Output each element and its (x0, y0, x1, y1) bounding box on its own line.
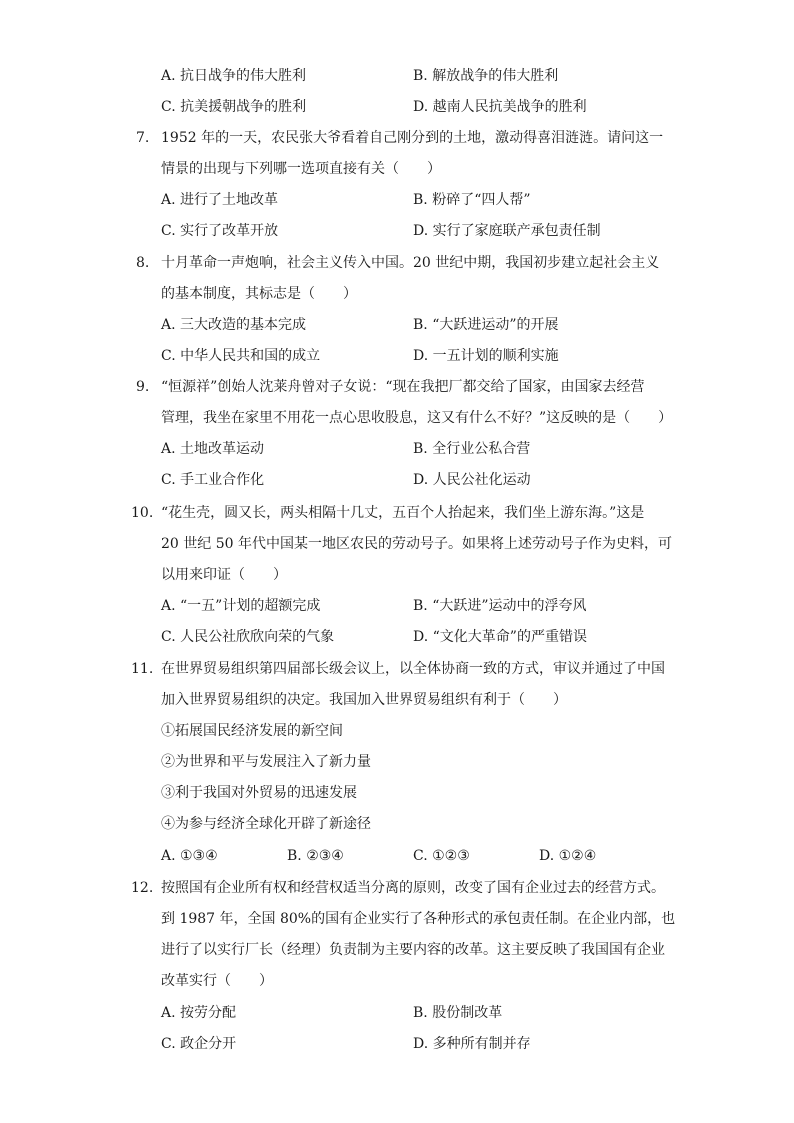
option-b: B. “大跃进运动”的开展 (413, 317, 559, 333)
option-a: A. 按劳分配 (161, 1005, 237, 1021)
option-c: C. ①②③ (413, 848, 470, 864)
question-text: 加入世界贸易组织的决定。我国加入世界贸易组织有利于（ ） (161, 692, 567, 708)
question-text: 20 世纪 50 年代中国某一地区农民的劳动号子。如果将上述劳动号子作为史料，可 (161, 536, 672, 552)
option-d: D. 多种所有制并存 (413, 1036, 531, 1052)
question-number: 10. (131, 505, 154, 521)
option-d: D. 实行了家庭联产承包责任制 (413, 223, 601, 239)
question-text: 管理，我坐在家里不用花一点心思收股息，这又有什么不好？”这反映的是（ ） (161, 410, 673, 426)
question-number: 8. (136, 255, 150, 271)
option-a: A. ①③④ (161, 848, 218, 864)
question-text: 十月革命一声炮响，社会主义传入中国。20 世纪中期，我国初步建立起社会主义 (161, 255, 660, 271)
option-c: C. 中华人民共和国的成立 (161, 348, 321, 364)
option-a: A. 土地改革运动 (161, 441, 265, 457)
question-text: 进行了以实行厂长（经理）负责制为主要内容的改革。这主要反映了我国国有企业 (161, 942, 665, 958)
statement-item: ②为世界和平与发展注入了新力量 (161, 754, 371, 770)
option-c: C. 政企分开 (161, 1036, 237, 1052)
question-text: 按照国有企业所有权和经营权适当分离的原则，改变了国有企业过去的经营方式。 (161, 880, 665, 896)
option-c: C. 手工业合作化 (161, 472, 265, 488)
question-text: 在世界贸易组织第四届部长级会议上，以全体协商一致的方式，审议并通过了中国 (161, 661, 665, 677)
question-number: 12. (131, 880, 154, 896)
question-number: 11. (131, 661, 154, 677)
option-a: A. 三大改造的基本完成 (161, 317, 307, 333)
option-b: B. 股份制改革 (413, 1005, 503, 1021)
statement-item: ①拓展国民经济发展的新空间 (161, 723, 343, 739)
option-c: C. 人民公社欣欣向荣的气象 (161, 629, 335, 645)
option-d: D. 一五计划的顺利实施 (413, 348, 559, 364)
option-b: B. 解放战争的伟大胜利 (413, 68, 559, 84)
option-b: B. ②③④ (287, 848, 344, 864)
option-b: B. 全行业公私合营 (413, 441, 531, 457)
question-text: 以用来印证（ ） (161, 567, 287, 583)
question-text: “花生壳，圆又长，两头相隔十几丈，五百个人抬起来，我们坐上游东海。”这是 (161, 505, 645, 521)
question-text: “恒源祥”创始人沈莱舟曾对子女说：“现在我把厂都交给了国家，由国家去经营 (161, 379, 645, 395)
question-text: 情景的出现与下列哪一选项直接有关（ ） (161, 161, 441, 177)
question-number: 9. (136, 379, 150, 395)
option-a: A. 抗日战争的伟大胜利 (161, 68, 307, 84)
question-number: 7. (136, 130, 150, 146)
statement-item: ④为参与经济全球化开辟了新途径 (161, 816, 371, 832)
option-c: C. 实行了改革开放 (161, 223, 279, 239)
option-d: D. “文化大革命”的严重错误 (413, 629, 587, 645)
statement-item: ③利于我国对外贸易的迅速发展 (161, 785, 357, 801)
question-text: 到 1987 年，全国 80%的国有企业实行了各种形式的承包责任制。在企业内部，也 (161, 911, 676, 927)
option-b: B. “大跃进”运动中的浮夸风 (413, 598, 587, 614)
option-d: D. ①②④ (539, 848, 597, 864)
question-text: 1952 年的一天，农民张大爷看着自己刚分到的土地，激动得喜泪涟涟。请问这一 (161, 130, 664, 146)
question-text: 的基本制度，其标志是（ ） (161, 286, 357, 302)
option-a: A. 进行了土地改革 (161, 192, 279, 208)
option-d: D. 越南人民抗美战争的胜利 (413, 99, 587, 115)
option-b: B. 粉碎了“四人帮” (413, 192, 531, 208)
option-c: C. 抗美援朝战争的胜利 (161, 99, 307, 115)
question-text: 改革实行（ ） (161, 973, 273, 989)
option-a: A. “一五”计划的超额完成 (161, 598, 321, 614)
option-d: D. 人民公社化运动 (413, 472, 531, 488)
